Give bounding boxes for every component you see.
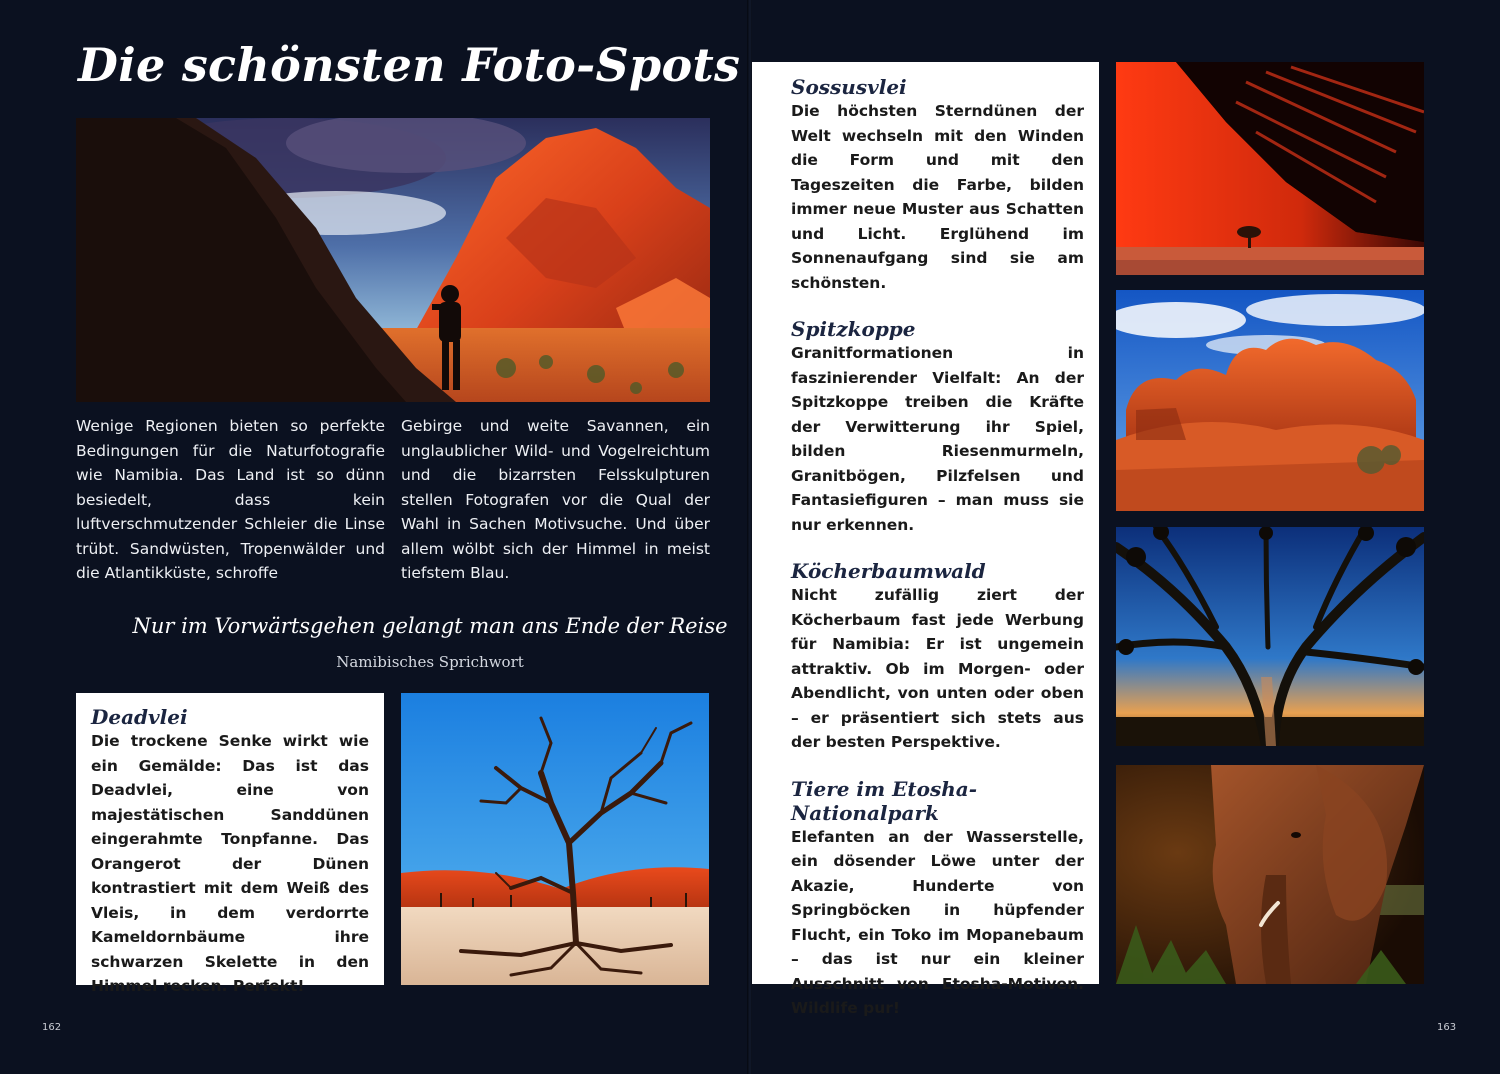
spitzkoppe-text: Granitformationen in faszinierender Vielfalt: An der Spitzkoppe treiben die Kräfte der Verwitterung ihr Spiel, bilden Riesenmurmeln, Granitbögen, Pilzfelsen und Fantasiefiguren – man muss sie nur erkennen. (791, 344, 1084, 534)
koecherbaumwald-heading: Köcherbaumwald (791, 559, 986, 583)
page-number-right: 163 (1437, 1022, 1457, 1033)
etosha-heading: Tiere im Etosha-Nationalpark (791, 776, 978, 825)
etosha-text: Elefanten an der Wasserstelle, ein dösender Löwe unter der Akazie, Hunderte von Springböcken in hüpfender Flucht, ein Toko im Mopanebaum – das ist nur ein kleiner Ausschnitt von Etosha-Motiven. Wildlife pur! (791, 827, 1084, 1017)
intro-text (76, 414, 710, 586)
spots-text-box (752, 62, 1099, 1017)
spot-etosha (791, 777, 1084, 1021)
spitzkoppe-photographer-photo (76, 118, 710, 402)
intro-column-1: Wenige Regionen bieten so perfekte Bedingungen für die Naturfotografie wie Namibia. Das Land ist so dünn besiedelt, dass kein luftverschmutzender Schleier die Linse trübt. Sandwüsten, Tropenwälder und die Atlantikküste, schroffe (76, 417, 385, 582)
quiver-tree-photo (1116, 527, 1424, 746)
spitzkoppe-rocks-photo (1116, 290, 1424, 511)
page-title: Die schönsten Foto-Spots (78, 38, 741, 92)
sossusvlei-dune-photo (1116, 62, 1424, 275)
spitzkoppe-heading: Spitzkoppe (791, 317, 916, 341)
page-number-left: 162 (42, 1022, 62, 1033)
elephant-photo (1116, 765, 1424, 984)
quote-source: Namibisches Sprichwort (336, 653, 524, 671)
pull-quote: Nur im Vorwärtsgehen gelangt man ans Ende der Reise (132, 614, 728, 638)
sossusvlei-heading: Sossusvlei (791, 75, 907, 99)
deadvlei-box (76, 693, 384, 995)
left-page (0, 0, 748, 1074)
deadvlei-tree-photo (401, 693, 709, 985)
spot-spitzkoppe (791, 317, 1084, 537)
koecherbaumwald-text: Nicht zufällig ziert der Köcherbaum fast jede Werbung für Namibia: Er ist ungemein attraktiv. Ob im Morgen- oder Abendlicht, von unten oder oben – er präsentiert sich stets aus der besten Perspektive. (791, 586, 1084, 751)
sossusvlei-text: Die höchsten Sterndünen der Welt wechseln mit den Winden die Form und mit den Tageszeiten die Farbe, bilden immer neue Muster aus Schatten und Licht. Erglühend im Sonnenaufgang sind sie am schönsten. (791, 102, 1084, 292)
deadvlei-heading: Deadvlei (91, 705, 188, 729)
right-page (752, 0, 1500, 1074)
deadvlei-text: Die trockene Senke wirkt wie ein Gemälde: Das ist das Deadvlei, eine von majestätischen Sanddünen eingerahmte Tonpfanne. Das Orangerot der Dünen kontrastiert mit dem Weiß des Vleis, in dem verdorrte Kameldornbäume ihre schwarzen Skelette in den Himmel recken. Perfekt! (91, 732, 369, 995)
spot-koecherbaumwald (791, 559, 1084, 755)
spot-sossusvlei (791, 75, 1084, 295)
intro-column-2: Gebirge und weite Savannen, ein unglaublicher Wild- und Vogelreichtum und die bizarrsten Felsskulpturen stellen Fotografen vor die Qual der Wahl in Sachen Motivsuche. Und über allem wölbt sich der Himmel in meist tiefstem Blau. (401, 417, 710, 582)
